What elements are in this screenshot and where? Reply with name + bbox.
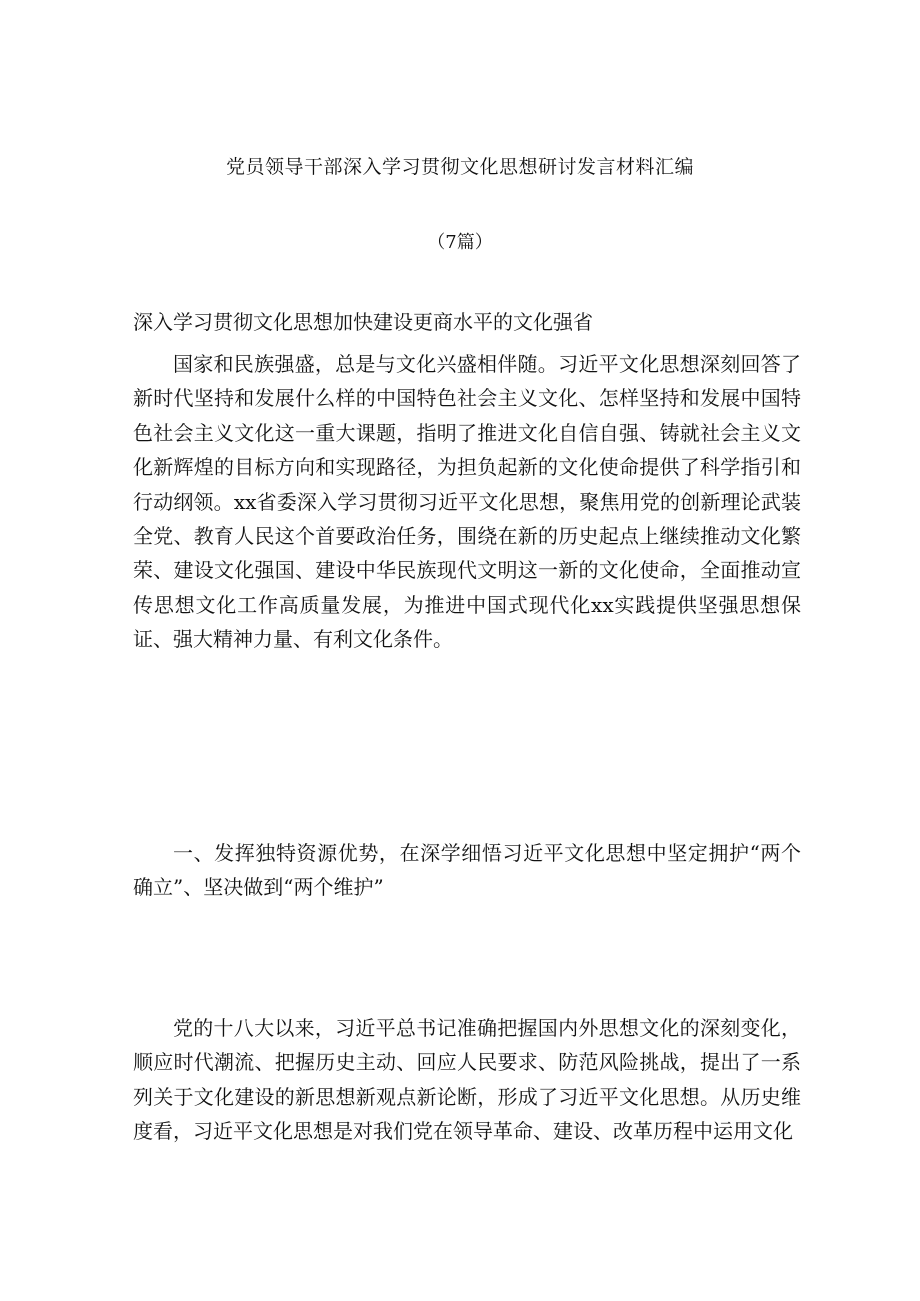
document-title: 党员领导干部深入学习贯彻文化思想研讨发言材料汇编 [225, 156, 694, 178]
paragraph-body: 党的十八大以来，习近平总书记准确把握国内外思想文化的深刻变化，顺应时代潮流、把握历史主动、回应人民要求、防范风险挑战，提出了一系列关于文化建设的新思想新观点新论断，形成了习近平文化思想。从历史维度看，习近平文化思想是对我们党在领导革命、建设、改革历程中运用文化 [133, 1016, 801, 1144]
paragraph-section-heading: 一、发挥独特资源优势，在深学细悟习近平文化思想中坚定拥护“两个确立”、坚决做到“两个维护” [133, 841, 801, 900]
article-title: 深入学习贯彻文化思想加快建设更商水平的文化强省 [133, 310, 593, 334]
paragraph-intro: 国家和民族强盛，总是与文化兴盛相伴随。习近平文化思想深刻回答了新时代坚持和发展什么样的中国特色社会主义文化、怎样坚持和发展中国特色社会主义文化这一重大课题，指明了推进文化自信自强、铸就社会主义文化新辉煌的目标方向和实现路径，为担负起新的文化使命提供了科学指引和行动纲领。xx省委深入学习贯彻习近平文化思想，聚焦用党的创新理论武装全党、教育人民这个首要政治任务，围绕在新的历史起点上继续推动文化繁荣、建设文化强国、建设中华民族现代文明这一新的文化使命，全面推动宣传思想文化工作高质量发展，为推进中国式现代化xx实践提供坚强思想保证、强大精神力量、有利文化条件。 [133, 352, 801, 652]
document-subtitle: （7篇） [427, 232, 493, 253]
